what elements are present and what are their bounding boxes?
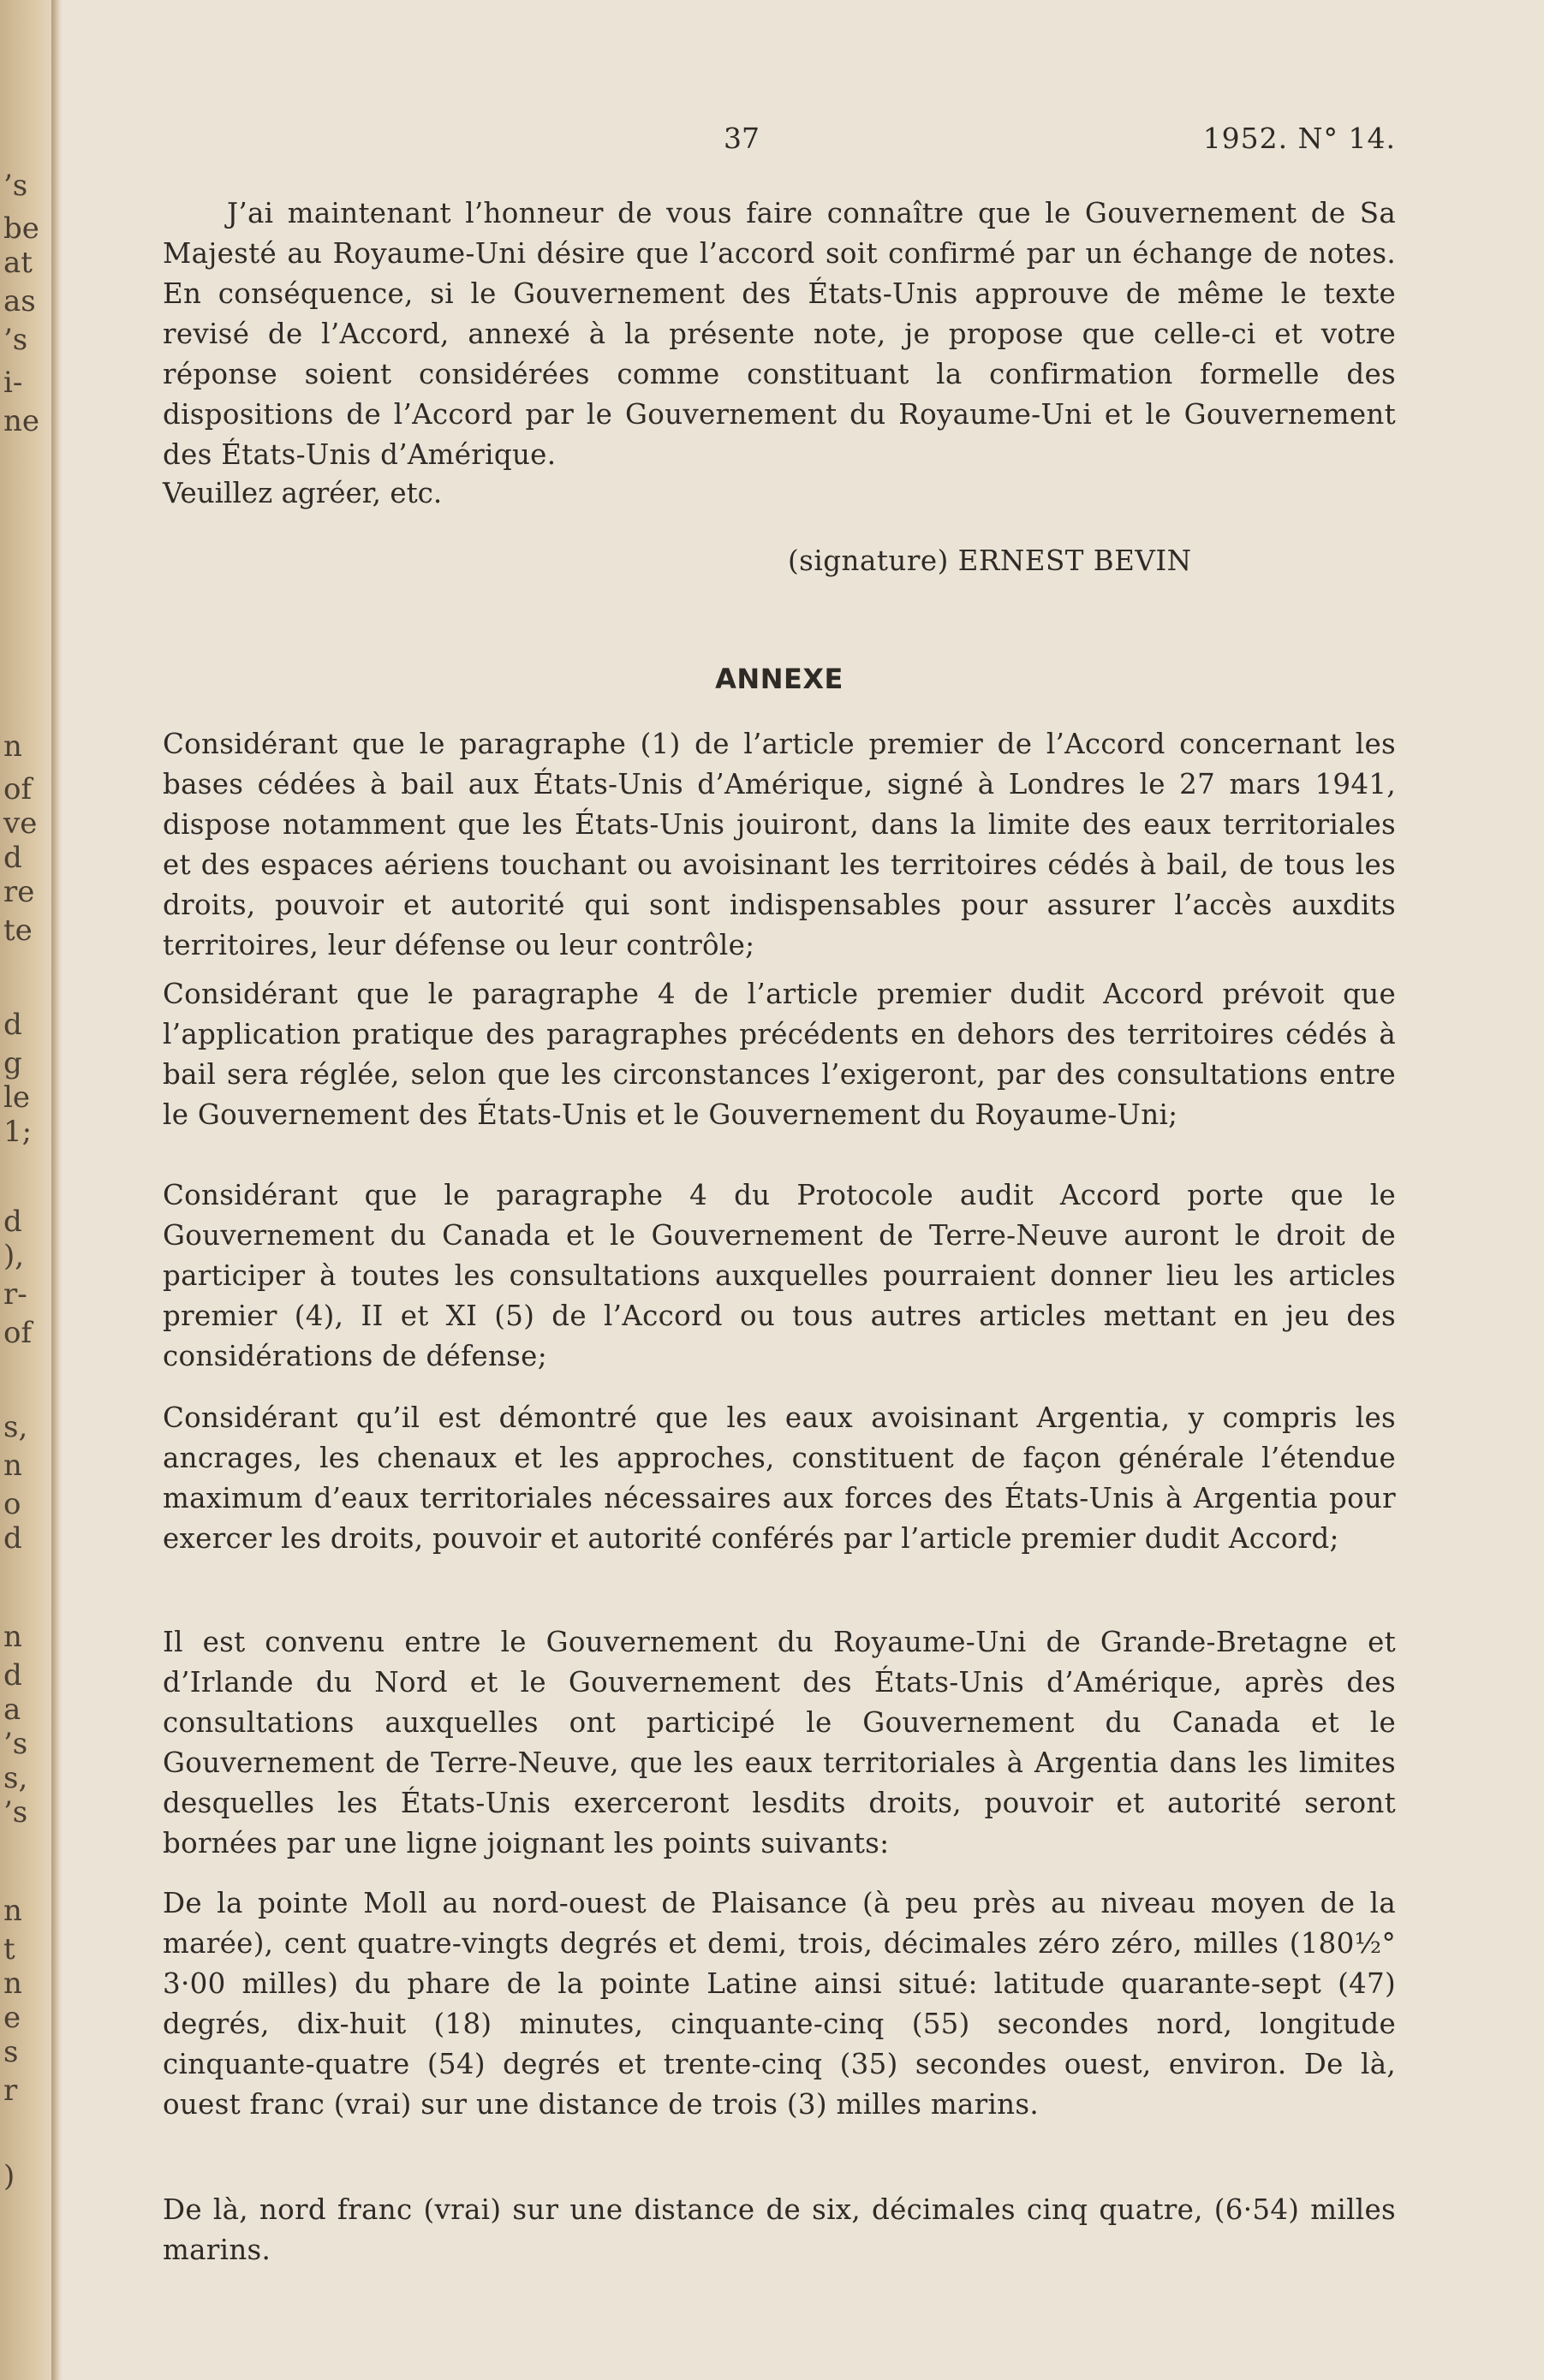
letter-body <box>163 193 1396 475</box>
bleed-fragment: r- <box>3 1277 27 1312</box>
signature-line: (signature) ERNEST BEVIN <box>788 544 1192 577</box>
annex-paragraph: De là, nord franc (vrai) sur une distance de six, décimales cinq quatre, (6·54) milles marins. <box>163 2193 1396 2266</box>
bleed-fragment: of <box>3 1316 33 1350</box>
show-through <box>0 0 1 1</box>
annex-paragraph: Il est convenu entre le Gouvernement du Royaume-Uni de Grande-Bretagne et d’Irlande du Nord et le Gouvernement des États-Unis d’Amérique, après des consultations auxquelles ont participé le Gouvernement du Canada et le Gouvernement de Terre-Neuve, que les eaux territoriales à Argentia dans les limites desquelles les États-Unis exerceront lesdits droits, pouvoir et autorité seront bornées par une ligne joignant les points suivants: <box>163 1626 1396 1859</box>
letter-paragraph: J’ai maintenant l’honneur de vous faire connaître que le Gouvernement de Sa Majesté au Royaume-Uni désire que l’accord soit confirmé par un échange de notes. En conséquence, si le Gouvernement des États-Unis approuve de même le texte revisé de l’Accord, annexé à la présente note, je propose que celle-ci et votre réponse soient considérées comme constituant la confirmation formelle des dispositions de l’Accord par le Gouvernement du Royaume-Uni et le Gouvernement des États-Unis d’Amérique. <box>163 197 1396 471</box>
bleed-fragment: be <box>3 211 39 246</box>
annex-paragraph: Considérant que le paragraphe 4 du Protocole audit Accord porte que le Gouvernement du Canada et le Gouvernement de Terre-Neuve auront le droit de participer à toutes les consultations auxquelles pourraient donner lieu les articles premier (4), II et XI (5) de l’Accord ou tous autres articles mettant en jeu des considérations de défense; <box>163 1179 1396 1372</box>
bleed-fragment: d <box>3 841 22 875</box>
gutter-shadow <box>51 0 60 2380</box>
annex-body <box>163 724 1396 966</box>
annex-heading: ANNEXE <box>715 663 844 695</box>
bleed-fragment: re <box>3 875 35 909</box>
bleed-fragment: ’s <box>3 1795 28 1830</box>
bleed-fragment: n <box>3 1966 22 2001</box>
bleed-fragment: ne <box>3 404 40 438</box>
bleed-fragment: e <box>3 2001 21 2035</box>
document-reference: 1952. N° 14. <box>1202 122 1396 155</box>
bleed-fragment: d <box>3 1008 22 1042</box>
bleed-fragment: at <box>3 246 33 280</box>
annex-paragraph: Considérant que le paragraphe 4 de l’article premier dudit Accord prévoit que l’application pratique des paragraphes précédents en dehors des territoires cédés à bail sera réglée, selon que les circonstances l’exigeront, par des consultations entre le Gouvernement des États-Unis et le Gouvernement du Royaume-Uni; <box>163 978 1396 1131</box>
page-header <box>163 122 1396 164</box>
bleed-fragment: ) <box>3 2159 15 2193</box>
annex-body <box>163 974 1396 1135</box>
bleed-fragment: ve <box>3 806 38 841</box>
closing-formula: Veuillez agréer, etc. <box>163 477 443 509</box>
bleed-fragment: g <box>3 1046 22 1080</box>
bleed-fragment: n <box>3 1620 22 1654</box>
annex-paragraph: De la pointe Moll au nord-ouest de Plaisance (à peu près au niveau moyen de la marée), cent quatre-vingts degrés et demi, trois, décimales zéro zéro, milles (180½° 3·00 milles) du phare de la pointe Latine ainsi situé: latitude quarante-sept (47) degrés, dix-huit (18) minutes, cinquante-cinq (55) secondes nord, longitude cinquante-quatre (54) degrés et trente-cinq (35) secondes ouest, environ. De là, ouest franc (vrai) sur une distance de trois (3) milles marins. <box>163 1887 1396 2121</box>
bleed-fragment: n <box>3 729 22 764</box>
bleed-fragment: le <box>3 1080 30 1115</box>
annex-paragraph: Considérant qu’il est démontré que les eaux avoisinant Argentia, y compris les ancrages, les chenaux et les approches, constituent de façon générale l’étendue maximum d’eaux territoriales nécessaires aux forces des États-Unis à Argentia pour exercer les droits, pouvoir et autorité conférés par l’article premier dudit Accord; <box>163 1401 1396 1555</box>
bleed-fragment: o <box>3 1487 21 1521</box>
bleed-fragment: of <box>3 772 33 806</box>
bleed-fragment: t <box>3 1932 15 1966</box>
bleed-fragment: s, <box>3 1761 28 1795</box>
annex-body <box>163 1622 1396 1864</box>
page-number: 37 <box>724 122 760 155</box>
bleed-fragment: n <box>3 1449 22 1483</box>
bleed-fragment: 1; <box>3 1115 33 1149</box>
bleed-fragment: ’s <box>3 169 28 203</box>
bleed-fragment: n <box>3 1894 22 1928</box>
annex-body <box>163 2190 1396 2270</box>
bleed-fragment: s, <box>3 1410 28 1444</box>
bleed-fragment: i- <box>3 366 23 400</box>
annex-paragraph: Considérant que le paragraphe (1) de l’article premier de l’Accord concernant les bases cédées à bail aux États-Unis d’Amérique, signé à Londres le 27 mars 1941, dispose notamment que les États-Unis jouiront, dans la limite des eaux territoriales et des espaces aériens touchant ou avoisinant les territoires cédés à bail, de tous les droits, pouvoir et autorité qui sont indispensables pour assurer l’accès auxdits territoires, leur défense ou leur contrôle; <box>163 728 1396 961</box>
bleed-fragment: s <box>3 2035 19 2069</box>
bleed-fragment: te <box>3 913 33 948</box>
bleed-fragment: r <box>3 2074 18 2108</box>
bleed-fragment: d <box>3 1205 22 1239</box>
annex-body <box>163 1883 1396 2125</box>
bleed-fragment: d <box>3 1521 22 1556</box>
annex-body <box>163 1175 1396 1377</box>
bleed-fragment: d <box>3 1658 22 1693</box>
bleed-fragment: a <box>3 1693 21 1727</box>
bleed-fragment: ’s <box>3 1727 28 1761</box>
annex-body <box>163 1398 1396 1559</box>
bleed-fragment: as <box>3 284 36 318</box>
bleed-fragment: ), <box>3 1239 25 1273</box>
bleed-fragment: ’s <box>3 323 28 357</box>
